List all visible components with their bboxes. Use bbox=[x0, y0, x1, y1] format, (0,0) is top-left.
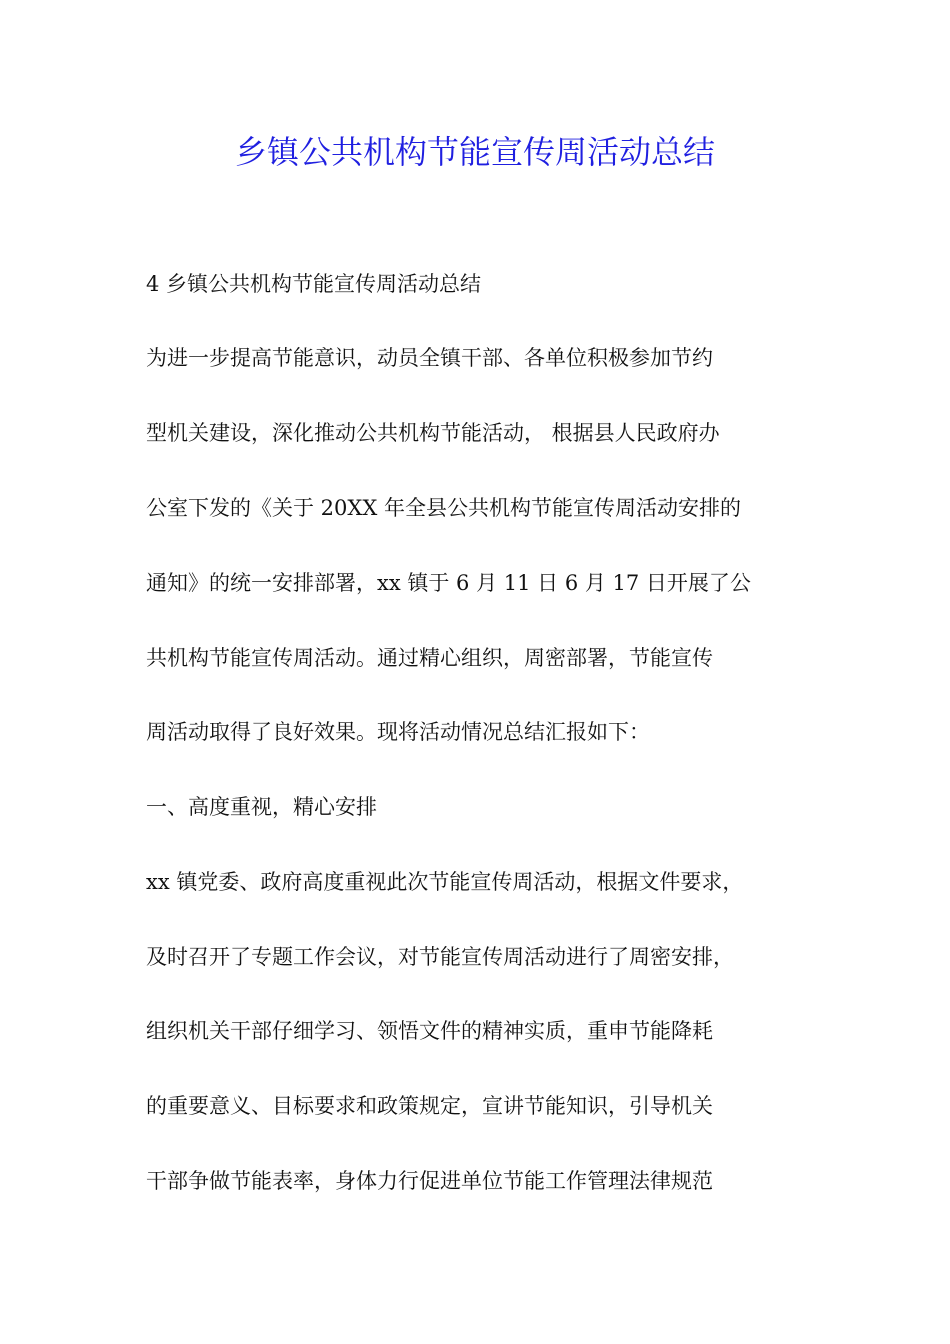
body-line: xx 镇党委、政府高度重视此次节能宣传周活动，根据文件要求， bbox=[146, 870, 744, 894]
body-line: 干部争做节能表率，身体力行促进单位节能工作管理法律规范 bbox=[146, 1169, 713, 1193]
body-line: 公室下发的《关于 20XX 年全县公共机构节能宣传周活动安排的 bbox=[146, 496, 741, 520]
body-line: 共机构节能宣传周活动。通过精心组织，周密部署，节能宣传 bbox=[146, 646, 713, 670]
body-line: 的重要意义、目标要求和政策规定，宣讲节能知识，引导机关 bbox=[146, 1094, 713, 1118]
body-line: 为进一步提高节能意识，动员全镇干部、各单位积极参加节约 bbox=[146, 346, 713, 370]
subtitle-line: 4 乡镇公共机构节能宣传周活动总结 bbox=[146, 272, 482, 296]
body-line: 及时召开了专题工作会议，对节能宣传周活动进行了周密安排， bbox=[146, 945, 734, 969]
body-line: 通知》的统一安排部署，xx 镇于 6 月 11 日 6 月 17 日开展了公 bbox=[146, 571, 751, 595]
body-line: 组织机关干部仔细学习、领悟文件的精神实质，重申节能降耗 bbox=[146, 1019, 713, 1043]
body-line: 型机关建设，深化推动公共机构节能活动， 根据县人民政府办 bbox=[146, 421, 720, 445]
section-heading: 一、高度重视，精心安排 bbox=[146, 795, 377, 819]
document-title: 乡镇公共机构节能宣传周活动总结 bbox=[234, 133, 715, 171]
body-line: 周活动取得了良好效果。现将活动情况总结汇报如下： bbox=[146, 720, 650, 744]
